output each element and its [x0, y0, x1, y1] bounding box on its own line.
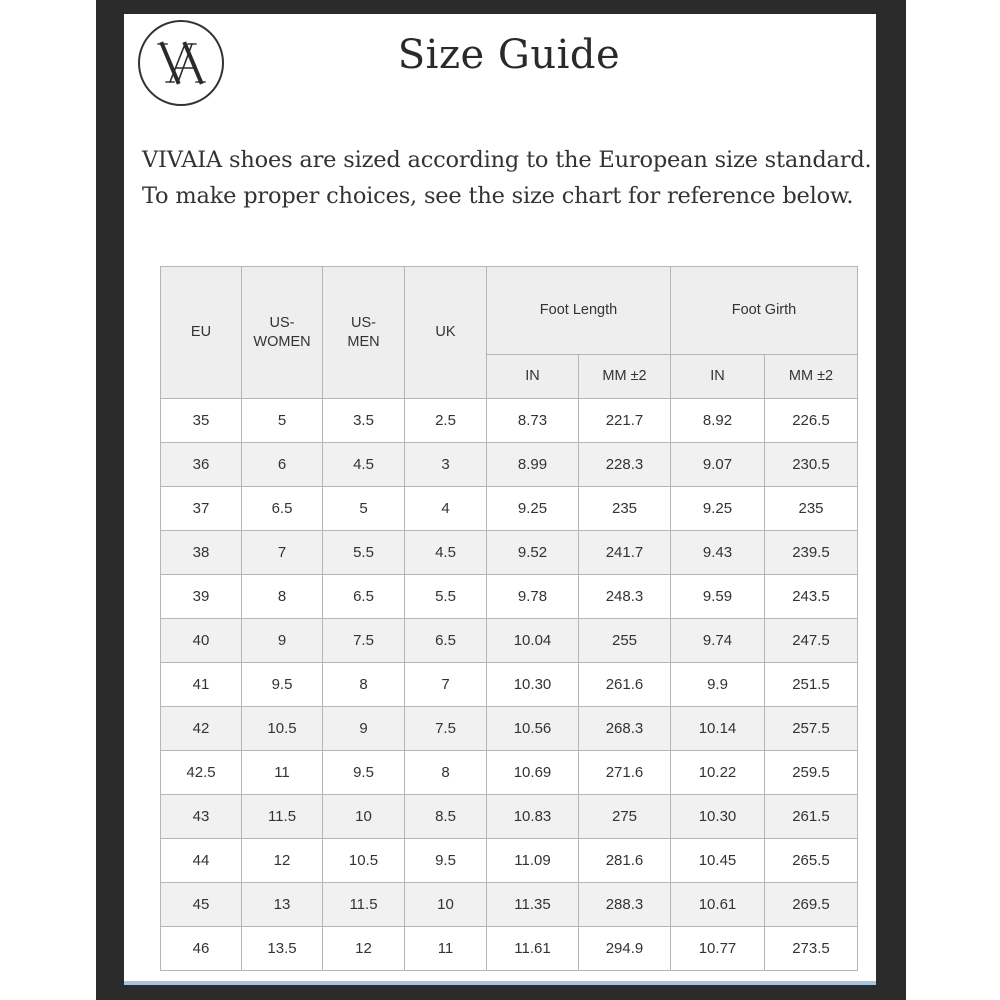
col-header-uk: UK: [405, 267, 487, 399]
subheader-girth-in: IN: [671, 355, 765, 399]
cell-girth-in: 9.25: [671, 487, 765, 531]
cell-eu: 38: [161, 531, 242, 575]
cell-girth-in: 10.61: [671, 883, 765, 927]
cell-girth-in: 10.14: [671, 707, 765, 751]
cell-girth-in: 9.43: [671, 531, 765, 575]
cell-girth-in: 10.22: [671, 751, 765, 795]
cell-girth-mm: 230.5: [765, 443, 858, 487]
cell-uk: 5.5: [405, 575, 487, 619]
table-row: [161, 795, 858, 839]
cell-eu: 40: [161, 619, 242, 663]
cell-length-mm: 261.6: [579, 663, 671, 707]
cell-girth-mm: 235: [765, 487, 858, 531]
cell-us-women: 9: [242, 619, 323, 663]
cell-us-men: 6.5: [323, 575, 405, 619]
table-row: [161, 707, 858, 751]
cell-length-mm: 268.3: [579, 707, 671, 751]
cell-us-women: 9.5: [242, 663, 323, 707]
group-header-foot-girth: Foot Girth: [671, 267, 858, 355]
frame-left: [96, 0, 124, 1000]
col-header-us-men: [323, 267, 405, 399]
cell-us-women: 7: [242, 531, 323, 575]
cell-length-mm: 294.9: [579, 927, 671, 971]
col-header-us-men-line2: MEN: [347, 333, 380, 350]
cell-uk: 4: [405, 487, 487, 531]
cell-eu: 36: [161, 443, 242, 487]
subheader-girth-mm: MM ±2: [765, 355, 858, 399]
bottom-accent-bar: [124, 981, 876, 985]
cell-girth-mm: 273.5: [765, 927, 858, 971]
cell-us-women: 5: [242, 399, 323, 443]
cell-girth-in: 9.07: [671, 443, 765, 487]
cell-length-in: 10.30: [487, 663, 579, 707]
cell-us-women: 8: [242, 575, 323, 619]
size-table-body: [161, 399, 858, 971]
cell-us-men: 7.5: [323, 619, 405, 663]
cell-length-mm: 271.6: [579, 751, 671, 795]
cell-girth-in: 9.59: [671, 575, 765, 619]
cell-girth-mm: 265.5: [765, 839, 858, 883]
cell-length-in: 9.25: [487, 487, 579, 531]
subheader-length-in: IN: [487, 355, 579, 399]
cell-uk: 2.5: [405, 399, 487, 443]
size-guide-sheet: [124, 14, 876, 981]
cell-girth-in: 9.9: [671, 663, 765, 707]
cell-us-men: 4.5: [323, 443, 405, 487]
cell-us-men: 10: [323, 795, 405, 839]
cell-length-in: 11.61: [487, 927, 579, 971]
page-title: Size Guide: [397, 32, 621, 78]
cell-us-women: 6.5: [242, 487, 323, 531]
cell-length-in: 9.78: [487, 575, 579, 619]
table-row: [161, 575, 858, 619]
cell-length-in: 10.04: [487, 619, 579, 663]
cell-uk: 4.5: [405, 531, 487, 575]
cell-length-in: 8.99: [487, 443, 579, 487]
cell-eu: 45: [161, 883, 242, 927]
cell-us-men: 11.5: [323, 883, 405, 927]
cell-eu: 44: [161, 839, 242, 883]
table-row: [161, 663, 858, 707]
cell-girth-mm: 247.5: [765, 619, 858, 663]
cell-us-women: 11.5: [242, 795, 323, 839]
cell-eu: 42.5: [161, 751, 242, 795]
table-row: [161, 399, 858, 443]
cell-us-men: 5: [323, 487, 405, 531]
cell-length-in: 9.52: [487, 531, 579, 575]
col-header-eu: EU: [161, 267, 242, 399]
table-row: [161, 883, 858, 927]
cell-uk: 10: [405, 883, 487, 927]
cell-girth-mm: 269.5: [765, 883, 858, 927]
cell-length-mm: 281.6: [579, 839, 671, 883]
cell-us-men: 10.5: [323, 839, 405, 883]
cell-girth-mm: 259.5: [765, 751, 858, 795]
table-row: [161, 487, 858, 531]
intro-line-2: To make proper choices, see the size chart for reference below.: [142, 183, 854, 209]
intro-text: [142, 142, 872, 214]
cell-uk: 3: [405, 443, 487, 487]
cell-girth-in: 10.77: [671, 927, 765, 971]
cell-length-mm: 221.7: [579, 399, 671, 443]
col-header-us-women-line2: WOMEN: [253, 333, 311, 350]
cell-girth-in: 10.30: [671, 795, 765, 839]
outer-margin-right: [906, 0, 1000, 1000]
cell-eu: 39: [161, 575, 242, 619]
cell-us-men: 9.5: [323, 751, 405, 795]
intro-line-1: VIVAIA shoes are sized according to the European size standard.: [142, 147, 872, 173]
col-header-us-women-line1: US-: [269, 314, 295, 331]
col-header-us-men-line1: US-: [351, 314, 376, 331]
cell-us-women: 13: [242, 883, 323, 927]
cell-us-men: 12: [323, 927, 405, 971]
group-header-foot-length: Foot Length: [487, 267, 671, 355]
cell-girth-in: 8.92: [671, 399, 765, 443]
cell-us-men: 5.5: [323, 531, 405, 575]
cell-length-mm: 288.3: [579, 883, 671, 927]
col-header-us-women: [242, 267, 323, 399]
cell-length-mm: 255: [579, 619, 671, 663]
table-row: [161, 839, 858, 883]
cell-eu: 42: [161, 707, 242, 751]
cell-girth-mm: 251.5: [765, 663, 858, 707]
cell-us-women: 11: [242, 751, 323, 795]
cell-eu: 46: [161, 927, 242, 971]
cell-length-mm: 235: [579, 487, 671, 531]
size-chart-table: [160, 266, 858, 971]
cell-us-women: 12: [242, 839, 323, 883]
cell-us-men: 8: [323, 663, 405, 707]
cell-uk: 8.5: [405, 795, 487, 839]
cell-uk: 7: [405, 663, 487, 707]
cell-uk: 9.5: [405, 839, 487, 883]
cell-length-mm: 228.3: [579, 443, 671, 487]
cell-eu: 37: [161, 487, 242, 531]
table-row: [161, 619, 858, 663]
cell-girth-in: 9.74: [671, 619, 765, 663]
table-row: [161, 751, 858, 795]
cell-girth-mm: 257.5: [765, 707, 858, 751]
cell-girth-mm: 239.5: [765, 531, 858, 575]
cell-us-men: 3.5: [323, 399, 405, 443]
cell-length-in: 8.73: [487, 399, 579, 443]
cell-us-women: 13.5: [242, 927, 323, 971]
cell-length-in: 10.83: [487, 795, 579, 839]
frame-bottom: [96, 985, 906, 1000]
cell-girth-mm: 243.5: [765, 575, 858, 619]
cell-girth-mm: 261.5: [765, 795, 858, 839]
cell-length-in: 10.69: [487, 751, 579, 795]
cell-eu: 41: [161, 663, 242, 707]
cell-girth-mm: 226.5: [765, 399, 858, 443]
cell-length-in: 11.09: [487, 839, 579, 883]
cell-length-mm: 248.3: [579, 575, 671, 619]
header-row: [161, 267, 858, 355]
cell-eu: 35: [161, 399, 242, 443]
frame-right: [876, 0, 906, 1000]
subheader-length-mm: MM ±2: [579, 355, 671, 399]
table-row: [161, 927, 858, 971]
cell-length-mm: 275: [579, 795, 671, 839]
cell-eu: 43: [161, 795, 242, 839]
cell-length-mm: 241.7: [579, 531, 671, 575]
cell-uk: 8: [405, 751, 487, 795]
cell-us-women: 6: [242, 443, 323, 487]
cell-uk: 7.5: [405, 707, 487, 751]
cell-length-in: 11.35: [487, 883, 579, 927]
frame-top: [96, 0, 906, 14]
cell-length-in: 10.56: [487, 707, 579, 751]
cell-us-men: 9: [323, 707, 405, 751]
outer-margin-left: [0, 0, 96, 1000]
cell-girth-in: 10.45: [671, 839, 765, 883]
table-row: [161, 443, 858, 487]
cell-uk: 11: [405, 927, 487, 971]
table-row: [161, 531, 858, 575]
cell-us-women: 10.5: [242, 707, 323, 751]
cell-uk: 6.5: [405, 619, 487, 663]
